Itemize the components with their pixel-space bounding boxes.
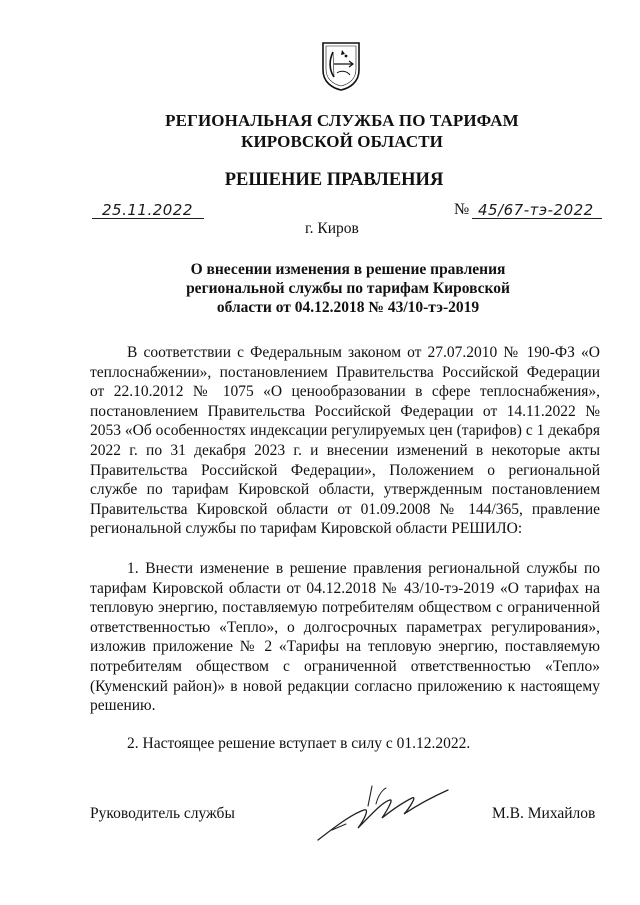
signature-icon	[312, 780, 452, 844]
coat-of-arms-icon	[320, 40, 362, 92]
decision-number-field	[472, 201, 602, 221]
number-sign: №	[454, 201, 470, 218]
date-underline	[92, 218, 204, 219]
preamble-text: В соответствии с Федеральным законом от 27.07.2010 № 190-ФЗ «О теплоснабжении», постановлением Правительства Российской Федерации от 22.10.2012 № 1075 «О ценообразовании в сфере теплоснабжения», постановлением Правительства Российской Федерации от 14.11.2022 № 2053 «Об особенностях индексации регулируемых цен (тарифов) с 1 декабря 2022 г. по 31 декабря 2023 г. и внесении изменений в некоторые акты Правительства Российской Федерации», Положением о региональной службе по тарифам Кировской области, утвержденным постановлением Правительства Кировской области от 01.09.2008 № 144/365, правление региональной службы по тарифам Кировской области РЕШИЛО:	[90, 344, 600, 538]
document-type: РЕШЕНИЕ ПРАВЛЕНИЯ	[224, 170, 444, 190]
clause-2-paragraph	[90, 734, 600, 754]
clause-1-text: 1. Внести изменение в решение правления региональной службы по тарифам Кировской области от 04.12.2018 № 43/10-тэ-2019 «О тарифах на тепловую энергию, поставляемую потребителям обществом с ограниченной ответственностью «Тепло», о долгосрочных параметрах регулирования», изложив приложение № 2 «Тарифы на тепловую энергию, поставляемую потребителям обществом с ограниченной ответственностью «Тепло» (Куменский район)» в новой редакции согласно приложению к настоящему решению.	[90, 560, 600, 715]
signer-name: М.В. Михайлов	[492, 805, 596, 822]
subject-line2: региональной службы по тарифам Кировской	[186, 280, 510, 297]
decision-number: 45/67-тэ-2022	[478, 201, 594, 219]
city: г. Киров	[305, 220, 359, 237]
org-name-line1: РЕГИОНАЛЬНАЯ СЛУЖБА ПО ТАРИФАМ	[165, 111, 519, 130]
decision-date: 25.11.2022	[102, 201, 193, 219]
number-underline	[472, 218, 602, 219]
signer-title: Руководитель службы	[90, 805, 235, 822]
subject-line1: О внесении изменения в решение правления	[190, 261, 506, 278]
preamble-paragraph	[90, 343, 600, 539]
org-name-line2: КИРОВСКОЙ ОБЛАСТИ	[241, 132, 443, 151]
decision-subject	[178, 260, 518, 317]
subject-line3: области от 04.12.2018 № 43/10-тэ-2019	[216, 299, 480, 316]
clause-1-paragraph	[90, 559, 600, 716]
clause-2-text: 2. Настоящее решение вступает в силу с 01.12.2022.	[127, 735, 471, 752]
decision-date-field	[92, 201, 204, 221]
